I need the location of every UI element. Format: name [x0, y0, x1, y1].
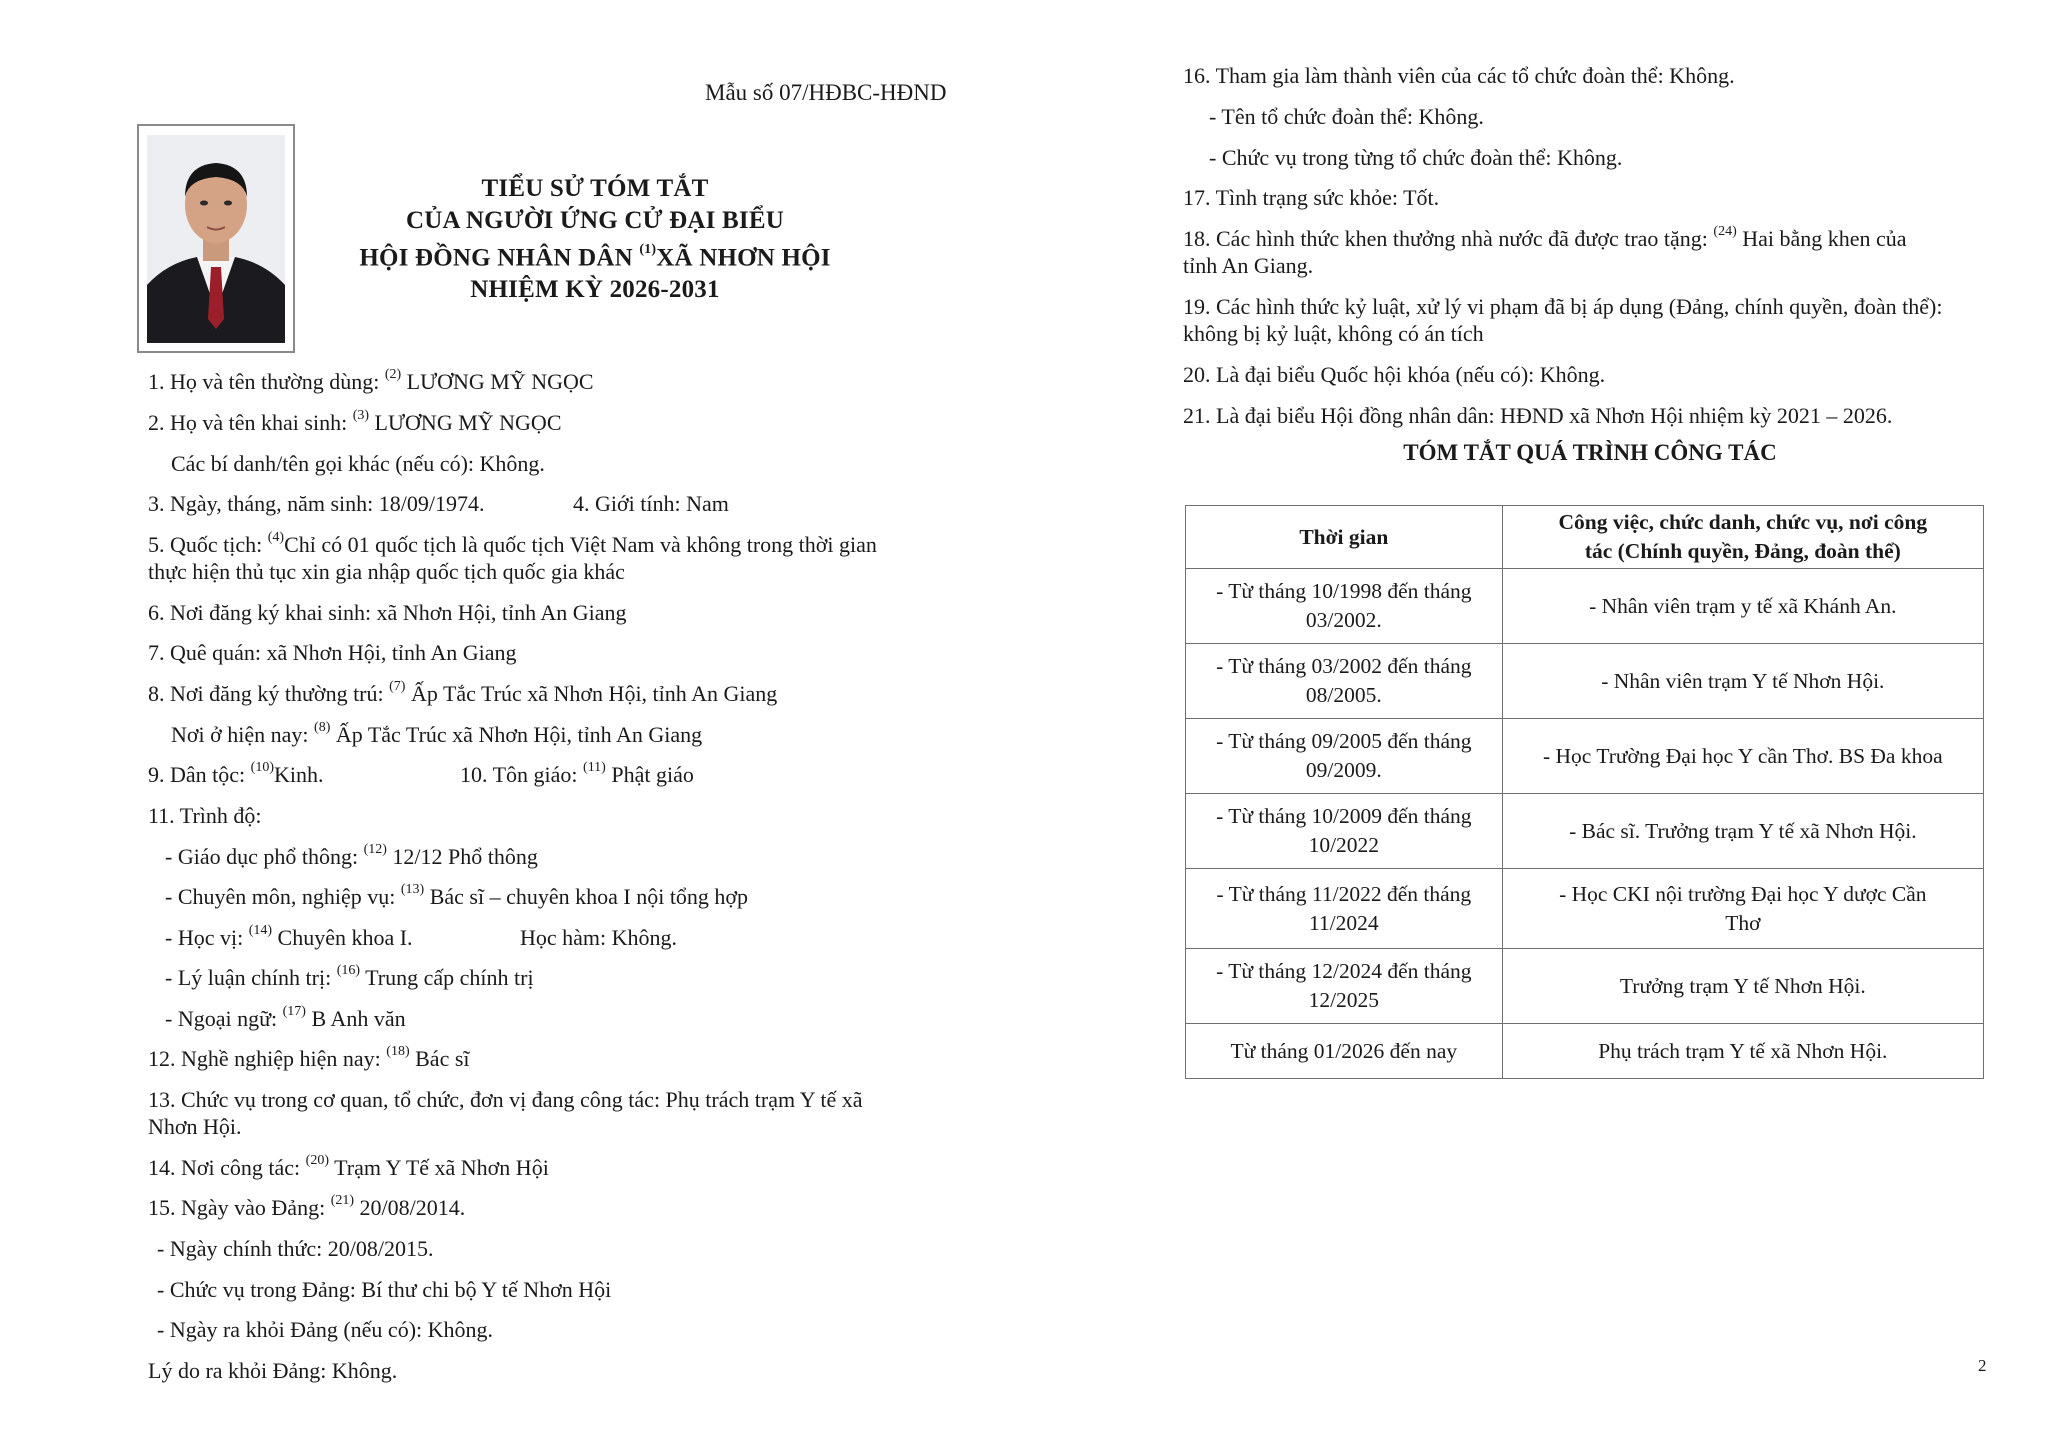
header-line: Công việc, chức danh, chức vụ, nơi công — [1558, 510, 1928, 534]
footnote-ref: (10) — [250, 759, 274, 775]
cell-text: Từ tháng 01/2026 đến nay — [1230, 1038, 1458, 1063]
title-line-2: CỦA NGƯỜI ỨNG CỬ ĐẠI BIỂU — [406, 207, 784, 234]
item-education-heading: 11. Trình độ: — [148, 803, 262, 828]
header-line: tác (Chính quyền, Đảng, đoàn thể) — [1584, 539, 1901, 563]
item-national-assembly: 20. Là đại biểu Quốc hội khóa (nếu có): Không. — [1183, 362, 1606, 387]
table-row — [1186, 719, 1984, 794]
table-row — [1186, 949, 1984, 1024]
cell-text: 11/2024 — [1308, 910, 1379, 935]
label: 14. Nơi công tác: — [148, 1155, 306, 1180]
time-cell — [1186, 869, 1503, 949]
label: 15. Ngày vào Đảng: — [148, 1195, 331, 1220]
item-occupation — [148, 1045, 470, 1072]
cell-text: 10/2022 — [1308, 833, 1380, 857]
item-discipline-cont: không bị kỷ luật, không có án tích — [1183, 321, 1484, 346]
item-organizations: 16. Tham gia làm thành viên của các tổ chức đoàn thể: Không. — [1183, 63, 1735, 88]
item-nationality-cont: thực hiện thủ tục xin gia nhập quốc tịch quốc gia khác — [148, 559, 625, 584]
work-history-title: TÓM TẮT QUÁ TRÌNH CÔNG TÁC — [1403, 440, 1777, 465]
cell-text: Thơ — [1725, 910, 1761, 935]
footnote-ref: (16) — [336, 962, 361, 978]
footnote-ref: (8) — [314, 719, 331, 735]
item-party-official-date: - Ngày chính thức: 20/08/2015. — [157, 1236, 434, 1261]
cell-text: 08/2005. — [1305, 683, 1382, 707]
value: 20/08/2014. — [354, 1195, 466, 1220]
value: LƯƠNG MỸ NGỌC — [369, 410, 562, 435]
footnote-ref: (24) — [1713, 223, 1737, 239]
cell-text: - Từ tháng 10/2009 đến tháng — [1216, 804, 1472, 828]
column-header-time: Thời gian — [1186, 506, 1503, 569]
label: - Giáo dục phổ thông: — [165, 844, 364, 869]
cell-text: - Từ tháng 09/2005 đến tháng — [1216, 729, 1472, 753]
value: Trung cấp chính trị — [360, 965, 534, 990]
item-position-cont: Nhơn Hội. — [148, 1114, 242, 1139]
item-birth-name — [148, 409, 562, 436]
cell-text: Trưởng trạm Y tế Nhơn Hội. — [1619, 973, 1866, 998]
cell-text: - Học Trường Đại học Y cần Thơ. BS Đa khoa — [1542, 743, 1943, 768]
footnote-ref: (21) — [330, 1192, 355, 1208]
item-date-of-birth: 3. Ngày, tháng, năm sinh: 18/09/1974. — [148, 491, 485, 516]
title-line-3 — [300, 237, 890, 274]
item-nationality — [148, 531, 877, 558]
form-code: Mẫu số 07/HĐBC-HĐND — [705, 80, 947, 105]
portrait-image — [147, 135, 285, 343]
label: 1. Họ và tên thường dùng: — [148, 369, 385, 394]
value: Chỉ có 01 quốc tịch là quốc tịch Việt Nam và không trong thời gian — [284, 532, 877, 557]
item-organization-position: - Chức vụ trong từng tổ chức đoàn thể: Không. — [1209, 145, 1623, 170]
footnote-ref: (20) — [305, 1152, 329, 1168]
document-title — [300, 173, 890, 306]
footnote-ref: (11) — [583, 759, 606, 775]
job-cell — [1502, 1024, 1983, 1079]
title-line-4: NHIỆM KỲ 2026-2031 — [470, 276, 720, 304]
time-cell — [1186, 644, 1503, 719]
job-cell — [1502, 719, 1983, 794]
label: 2. Họ và tên khai sinh: — [148, 410, 353, 435]
value: Bác sĩ – chuyên khoa I nội tổng hợp — [424, 884, 749, 909]
item-political-theory — [165, 964, 534, 991]
value: Kinh. — [273, 762, 324, 787]
time-cell — [1186, 719, 1503, 794]
item-current-residence — [171, 721, 702, 748]
item-awards — [1183, 225, 1907, 252]
item-general-education — [165, 843, 538, 870]
item-position: 13. Chức vụ trong cơ quan, tổ chức, đơn vị đang công tác: Phụ trách trạm Y tế xã — [148, 1087, 863, 1112]
time-cell — [1186, 1024, 1503, 1079]
footnote-ref: (4) — [267, 529, 285, 545]
item-health: 17. Tình trạng sức khỏe: Tốt. — [1183, 185, 1440, 210]
cell-text: - Từ tháng 12/2024 đến tháng — [1216, 959, 1472, 983]
footnote-ref: (12) — [363, 841, 387, 857]
item-professional — [165, 883, 748, 910]
label: Nơi ở hiện nay: — [171, 722, 315, 747]
job-cell — [1502, 644, 1983, 719]
time-cell — [1186, 949, 1503, 1024]
value: 12/12 Phổ thông — [386, 844, 538, 869]
footnote-ref: (1) — [639, 242, 657, 257]
item-gender: 4. Giới tính: Nam — [573, 491, 729, 516]
item-birth-registration: 6. Nơi đăng ký khai sinh: xã Nhơn Hội, tỉnh An Giang — [148, 600, 627, 625]
label: - Ngoại ngữ: — [165, 1006, 283, 1031]
item-discipline: 19. Các hình thức kỷ luật, xử lý vi phạm đã bị áp dụng (Đảng, chính quyền, đoàn thể): — [1183, 294, 1943, 319]
label: - Lý luận chính trị: — [165, 965, 337, 990]
table-row — [1186, 569, 1984, 644]
title-line-3-post: XÃ NHƠN HỘI — [656, 244, 831, 272]
item-hometown: 7. Quê quán: xã Nhơn Hội, tỉnh An Giang — [148, 640, 517, 665]
footnote-ref: (18) — [386, 1043, 410, 1059]
table-row — [1186, 869, 1984, 949]
item-permanent-residence — [148, 680, 777, 707]
value: B Anh văn — [305, 1006, 406, 1031]
item-peoples-council: 21. Là đại biểu Hội đồng nhân dân: HĐND xã Nhơn Hội nhiệm kỳ 2021 – 2026. — [1183, 403, 1893, 428]
footnote-ref: (17) — [282, 1003, 306, 1019]
cell-text: - Bác sĩ. Trưởng trạm Y tế xã Nhơn Hội. — [1569, 818, 1917, 843]
job-cell — [1502, 794, 1983, 869]
label: 12. Nghề nghiệp hiện nay: — [148, 1046, 387, 1071]
item-foreign-language — [165, 1005, 406, 1032]
cell-text: 09/2009. — [1305, 758, 1382, 782]
cell-text: Phụ trách trạm Y tế xã Nhơn Hội. — [1598, 1038, 1888, 1063]
value: Trạm Y Tế xã Nhơn Hội — [328, 1155, 549, 1180]
time-cell — [1186, 794, 1503, 869]
item-party-position: - Chức vụ trong Đảng: Bí thư chi bộ Y tế Nhơn Hội — [157, 1277, 612, 1302]
value: Bác sĩ — [409, 1046, 470, 1071]
job-cell — [1502, 869, 1983, 949]
item-awards-cont: tỉnh An Giang. — [1183, 253, 1314, 278]
work-history-table — [1185, 505, 1984, 1079]
item-organization-name: - Tên tổ chức đoàn thể: Không. — [1209, 104, 1484, 129]
candidate-photo — [137, 124, 295, 353]
value: Ấp Tắc Trúc xã Nhơn Hội, tỉnh An Giang — [330, 722, 703, 747]
item-party-join-date — [148, 1194, 465, 1221]
footnote-ref: (7) — [389, 678, 406, 694]
item-workplace — [148, 1154, 549, 1181]
value: Hai bằng khen của — [1736, 226, 1907, 251]
title-line-1: TIỂU SỬ TÓM TẮT — [481, 175, 709, 202]
cell-text: - Từ tháng 03/2002 đến tháng — [1216, 654, 1472, 678]
label: 9. Dân tộc: — [148, 762, 251, 787]
value: LƯƠNG MỸ NGỌC — [401, 369, 594, 394]
table-row — [1186, 644, 1984, 719]
item-degree — [165, 924, 413, 951]
table-header-row — [1186, 506, 1984, 569]
cell-text: - Nhân viên trạm Y tế Nhơn Hội. — [1601, 668, 1885, 693]
item-ethnicity — [148, 761, 323, 788]
footnote-ref: (2) — [384, 366, 402, 382]
item-aliases: Các bí danh/tên gọi khác (nếu có): Không. — [171, 451, 545, 476]
label: 10. Tôn giáo: — [460, 762, 584, 787]
label: 18. Các hình thức khen thưởng nhà nước đã được trao tặng: — [1183, 226, 1714, 251]
table-row — [1186, 1024, 1984, 1079]
column-header-job — [1502, 506, 1983, 569]
item-party-leave-reason: Lý do ra khỏi Đảng: Không. — [148, 1358, 398, 1383]
job-cell — [1502, 569, 1983, 644]
job-cell — [1502, 949, 1983, 1024]
time-cell — [1186, 569, 1503, 644]
item-religion — [460, 761, 694, 788]
item-academic-title: Học hàm: Không. — [520, 925, 678, 950]
value: Phật giáo — [605, 762, 694, 787]
cell-text: - Học CKI nội trường Đại học Y dược Cần — [1559, 881, 1927, 906]
value: Chuyên khoa I. — [272, 925, 413, 950]
footnote-ref: (14) — [248, 922, 273, 938]
table-row — [1186, 794, 1984, 869]
item-party-leave-date: - Ngày ra khỏi Đảng (nếu có): Không. — [157, 1317, 494, 1342]
item-common-name — [148, 368, 594, 395]
page-number: 2 — [1978, 1356, 1987, 1375]
label: 5. Quốc tịch: — [148, 532, 268, 557]
footnote-ref: (13) — [400, 881, 425, 897]
cell-text: 12/2025 — [1308, 988, 1380, 1012]
value: Ấp Tắc Trúc xã Nhơn Hội, tỉnh An Giang — [405, 681, 778, 706]
cell-text: - Từ tháng 11/2022 đến tháng — [1216, 881, 1472, 906]
cell-text: - Nhân viên trạm y tế xã Khánh An. — [1589, 593, 1897, 618]
footnote-ref: (3) — [352, 407, 370, 423]
label: 8. Nơi đăng ký thường trú: — [148, 681, 390, 706]
cell-text: 03/2002. — [1305, 608, 1382, 632]
title-line-3-pre: HỘI ĐỒNG NHÂN DÂN — [359, 244, 640, 272]
label: - Chuyên môn, nghiệp vụ: — [165, 884, 401, 909]
label: - Học vị: — [165, 925, 249, 950]
cell-text: - Từ tháng 10/1998 đến tháng — [1216, 579, 1472, 603]
